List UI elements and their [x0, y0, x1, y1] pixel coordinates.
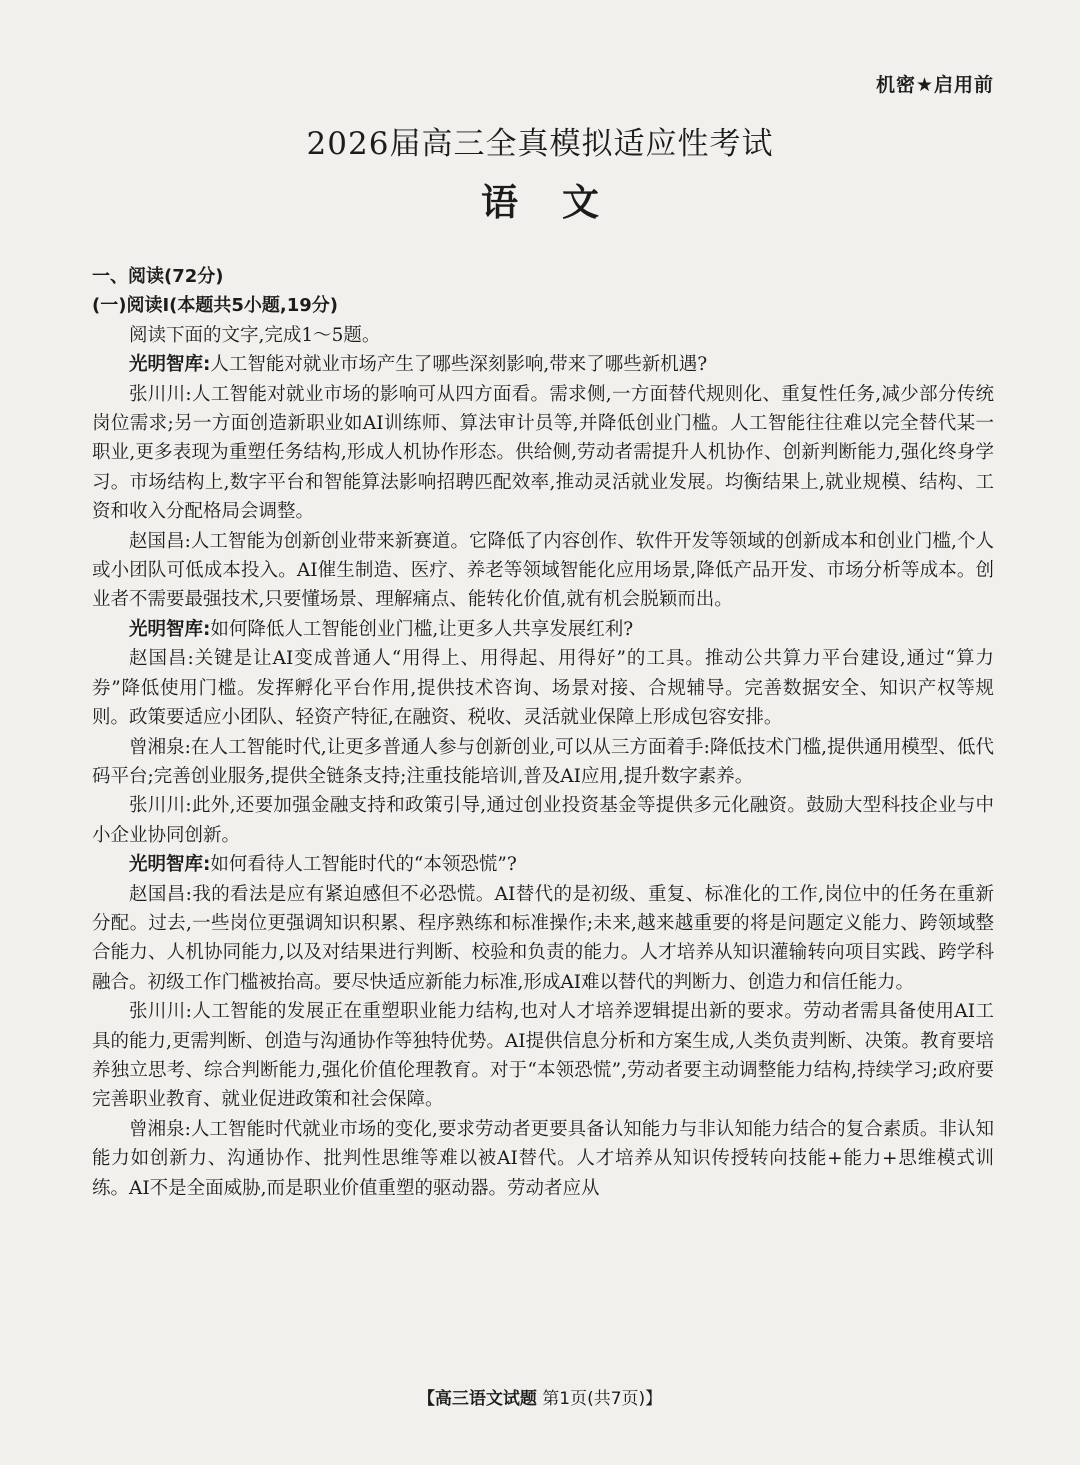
paragraph	[92, 880, 994, 998]
paragraph	[92, 733, 994, 792]
paragraph-text: 曾湘泉:人工智能时代就业市场的变化,要求劳动者更要具备认知能力与非认知能力结合的复合素质。非认知能力如创新力、沟通协作、批判性思维等难以被AI替代。人才培养从知识传授转向技能+能力+思维模式训练。AI不是全面威胁,而是职业价值重塑的驱动器。劳动者应从	[92, 1118, 994, 1199]
paragraph-text: 张川川:人工智能的发展正在重塑职业能力结构,也对人才培养逻辑提出新的要求。劳动者需具备使用AI工具的能力,更需判断、创造与沟通协作等独特优势。AI提供信息分析和方案生成,人类负责判断、决策。教育要培养独立思考、综合判断能力,强化价值伦理教育。对于“本领恐慌”,劳动者要主动调整能力结构,持续学习;政府要完善职业教育、就业促进政策和社会保障。	[92, 1001, 994, 1111]
paragraph	[92, 850, 994, 879]
paragraph	[92, 644, 994, 732]
paragraph-text: 赵国昌:人工智能为创新创业带来新赛道。它降低了内容创作、软件开发等领域的创新成本和创业门槛,个人或小团队可低成本投入。AI催生制造、医疗、养老等领域智能化应用场景,降低产品开发、市场分析等成本。创业者不需要最强技术,只要懂场景、理解痛点、能转化价值,就有机会脱颖而出。	[92, 530, 994, 611]
instruction: 阅读下面的文字,完成1～5题。	[129, 324, 381, 346]
paragraph	[92, 380, 994, 527]
page-footer	[0, 1384, 1080, 1409]
paragraph	[92, 997, 994, 1115]
paragraph-text: 曾湘泉:在人工智能时代,让更多普通人参与创新创业,可以从三方面着手:降低技术门槛,提供通用模型、低代码平台;完善创业服务,提供全链条支持;注重技能培训,普及AI应用,提升数字素养。	[92, 736, 994, 787]
paragraph-text: 人工智能对就业市场产生了哪些深刻影响,带来了哪些新机遇?	[210, 354, 708, 376]
paragraph-text: 如何降低人工智能创业门槛,让更多人共享发展红利?	[210, 618, 634, 640]
paragraph	[92, 350, 994, 379]
reading-body	[92, 262, 994, 1203]
footer-label: 【高三语文试题	[417, 1389, 537, 1409]
speaker-label: 光明智库:	[129, 618, 211, 640]
paragraph-text: 张川川:此外,还要加强金融支持和政策引导,通过创业投资基金等提供多元化融资。鼓励大型科技企业与中小企业协同创新。	[92, 795, 994, 846]
paragraph-text: 如何看待人工智能时代的“本领恐慌”?	[210, 854, 517, 876]
part1-sub-heading: (一)阅读Ⅰ(本题共5小题,19分)	[92, 295, 339, 317]
paragraph-text: 张川川:人工智能对就业市场的影响可从四方面看。需求侧,一方面替代规则化、重复性任务,减少部分传统岗位需求;另一方面创造新职业如AI训练师、算法审计员等,并降低创业门槛。人工智能往往难以完全替代某一职业,更多表现为重塑任务结构,形成人机协作形态。供给侧,劳动者需提升人机协作、创新判断能力,强化终身学习。市场结构上,数字平台和智能算法影响招聘匹配效率,推动灵活就业发展。均衡结果上,就业规模、结构、工资和收入分配格局会调整。	[92, 383, 994, 523]
paragraph	[92, 791, 994, 850]
paragraph	[92, 615, 994, 644]
speaker-label: 光明智库:	[129, 354, 211, 376]
footer-page-number: 第1页(共7页)】	[542, 1389, 663, 1409]
paragraph-text: 赵国昌:我的看法是应有紧迫感但不必恐慌。AI替代的是初级、重复、标准化的工作,岗位中的任务在重新分配。过去,一些岗位更强调知识积累、程序熟练和标准操作;未来,越来越重要的将是问题定义能力、跨领域整合能力、人机协同能力,以及对结果进行判断、校验和负责的能力。人才培养从知识灌输转向项目实践、跨学科融合。初级工作门槛被抬高。要尽快适应新能力标准,形成AI难以替代的判断力、创造力和信任能力。	[92, 883, 994, 993]
paragraph	[92, 1115, 994, 1203]
paragraph	[92, 527, 994, 615]
speaker-label: 光明智库:	[129, 854, 211, 876]
exam-title: 2026届高三全真模拟适应性考试	[306, 126, 774, 162]
part1-heading: 一、阅读(72分)	[92, 266, 224, 287]
paragraph-text: 赵国昌:关键是让AI变成普通人“用得上、用得起、用得好”的工具。推动公共算力平台建设,通过“算力券”降低使用门槛。发挥孵化平台作用,提供技术咨询、场景对接、合规辅导。完善数据安全、知识产权等规则。政策要适应小团队、轻资产特征,在融资、税收、灵活就业保障上形成包容安排。	[92, 648, 994, 729]
subject-title: 语文	[481, 180, 643, 224]
confidential-mark: 机密★启用前	[875, 74, 994, 96]
